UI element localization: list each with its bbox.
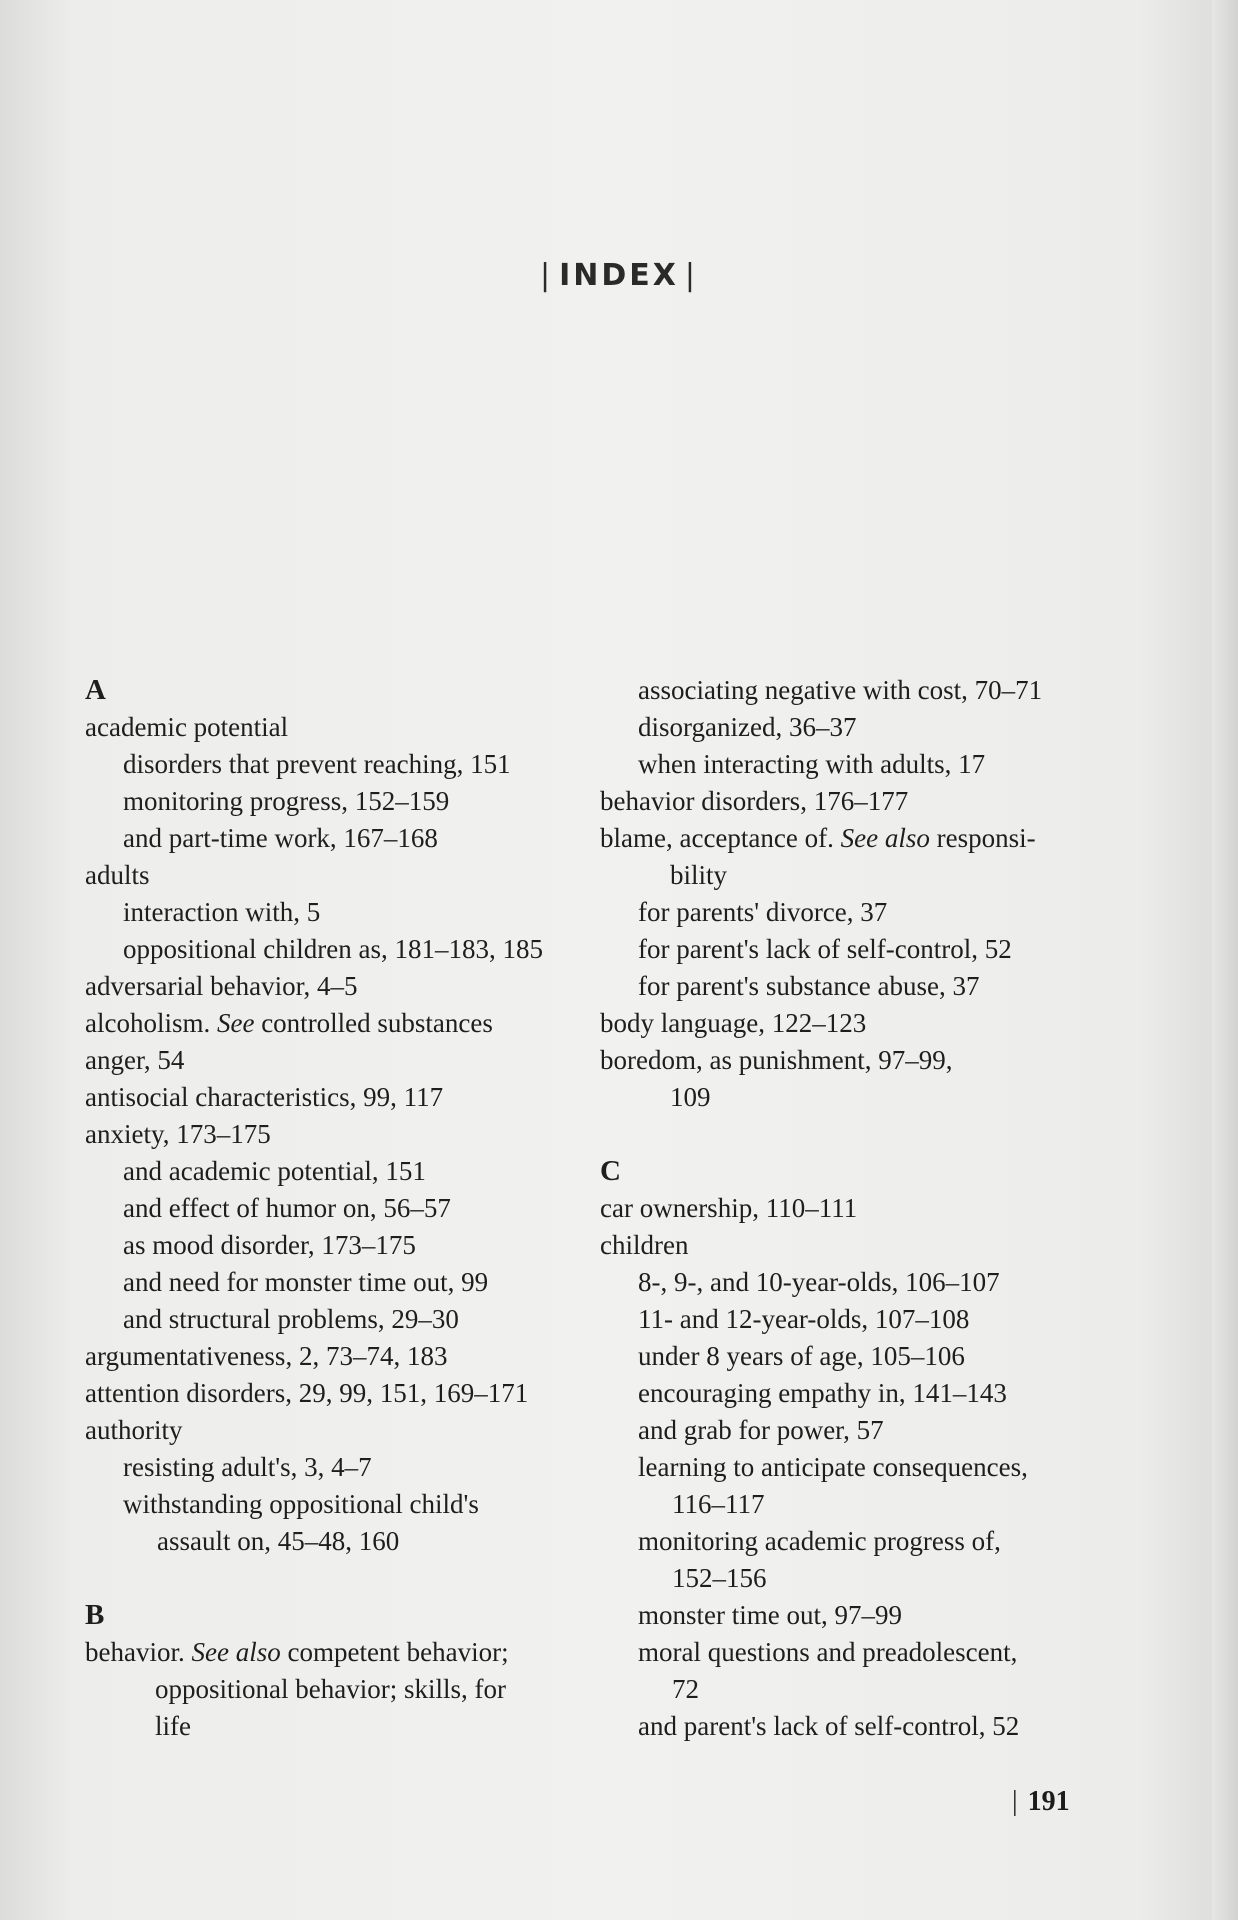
header-bar-left: | (539, 258, 554, 293)
entry-term: boredom, as punishment, 97–99, (600, 1045, 953, 1075)
subentry-continuation: assault on, 45–48, 160 (157, 1526, 400, 1556)
entry-continuation: 109 (670, 1082, 711, 1112)
index-subentry: for parent's lack of self-control, 52 (638, 934, 1012, 964)
header-bar-right: | (684, 258, 698, 293)
page-number-value: 191 (1027, 1786, 1070, 1817)
index-entry: children (600, 1230, 689, 1260)
subentry-text: monitoring academic progress of, (638, 1526, 1001, 1556)
index-subentry: for parents' divorce, 37 (638, 897, 888, 927)
entry-continuation: oppositional behavior; skills, for (155, 1674, 506, 1704)
see-target: competent behavior; (287, 1637, 509, 1667)
index-subentry: and effect of humor on, 56–57 (123, 1193, 451, 1223)
index-entry: adults (85, 860, 150, 890)
index-subentry: and academic potential, 151 (123, 1156, 426, 1186)
index-entry: anger, 54 (85, 1045, 185, 1075)
index-entry: car ownership, 110–111 (600, 1193, 858, 1223)
section-letter-c: C (600, 1155, 621, 1187)
index-column-right (600, 672, 1100, 1745)
subentry-text: moral questions and preadolescent, (638, 1637, 1018, 1667)
index-subentry: and need for monster time out, 99 (123, 1267, 489, 1297)
index-subentry: under 8 years of age, 105–106 (638, 1341, 965, 1371)
index-subentry: and part-time work, 167–168 (123, 823, 438, 853)
entry-continuation: bility (670, 860, 728, 890)
index-subentry: monster time out, 97–99 (638, 1600, 902, 1630)
index-subentry (600, 1449, 1100, 1523)
entry-term: behavior. (85, 1637, 185, 1667)
index-entry (600, 1042, 1100, 1116)
index-subentry: resisting adult's, 3, 4–7 (123, 1452, 372, 1482)
subentry-continuation: 116–117 (672, 1489, 765, 1519)
index-subentry: monitoring progress, 152–159 (123, 786, 450, 816)
index-entry: authority (85, 1415, 183, 1445)
page-title: INDEX (559, 258, 679, 293)
index-subentry: as mood disorder, 173–175 (123, 1230, 416, 1260)
folio-bar: | (1012, 1786, 1018, 1817)
index-column-left (85, 672, 585, 1745)
entry-continuation: life (155, 1711, 191, 1741)
index-subentry: 8-, 9-, and 10-year-olds, 106–107 (638, 1267, 1000, 1297)
index-subentry: when interacting with adults, 17 (638, 749, 986, 779)
see-reference: See also (191, 1637, 281, 1667)
entry-term: alcoholism. (85, 1008, 211, 1038)
index-entry: attention disorders, 29, 99, 151, 169–171 (85, 1378, 529, 1408)
see-target: controlled substances (261, 1008, 493, 1038)
subentry-text: withstanding oppositional child's (123, 1489, 479, 1519)
index-subentry: oppositional children as, 181–183, 185 (123, 934, 543, 964)
subentry-continuation: 72 (672, 1674, 699, 1704)
index-entry: antisocial characteristics, 99, 117 (85, 1082, 444, 1112)
index-subentry: interaction with, 5 (123, 897, 321, 927)
index-subentry: and structural problems, 29–30 (123, 1304, 459, 1334)
see-reference: See also (840, 823, 930, 853)
page-header (0, 258, 1238, 293)
page-number (1012, 1786, 1070, 1818)
see-reference: See (216, 1008, 255, 1038)
index-subentry: and grab for power, 57 (638, 1415, 884, 1445)
subentry-text: learning to anticipate consequences, (638, 1452, 1028, 1482)
index-subentry: disorders that prevent reaching, 151 (123, 749, 511, 779)
index-entry: adversarial behavior, 4–5 (85, 971, 358, 1001)
see-target: responsi- (936, 823, 1036, 853)
index-entry: body language, 122–123 (600, 1008, 867, 1038)
index-entry: anxiety, 173–175 (85, 1119, 271, 1149)
index-subentry: associating negative with cost, 70–71 (638, 675, 1043, 705)
index-entry: argumentativeness, 2, 73–74, 183 (85, 1341, 448, 1371)
entry-term: blame, acceptance of. (600, 823, 834, 853)
subentry-continuation: 152–156 (672, 1563, 767, 1593)
index-subentry: encouraging empathy in, 141–143 (638, 1378, 1007, 1408)
index-entry-cross-ref (85, 1634, 585, 1745)
index-entry-cross-ref (85, 1005, 585, 1042)
index-entry: academic potential (85, 712, 289, 742)
index-subentry (600, 1634, 1100, 1708)
index-entry-cross-ref (600, 820, 1100, 894)
index-entry: behavior disorders, 176–177 (600, 786, 909, 816)
index-subentry: 11- and 12-year-olds, 107–108 (638, 1304, 970, 1334)
index-subentry: for parent's substance abuse, 37 (638, 971, 980, 1001)
index-subentry (85, 1486, 585, 1560)
section-letter-a: A (85, 674, 106, 706)
index-subentry: disorganized, 36–37 (638, 712, 857, 742)
index-subentry (600, 1523, 1100, 1597)
index-subentry: and parent's lack of self-control, 52 (638, 1711, 1020, 1741)
section-letter-b: B (85, 1599, 105, 1631)
